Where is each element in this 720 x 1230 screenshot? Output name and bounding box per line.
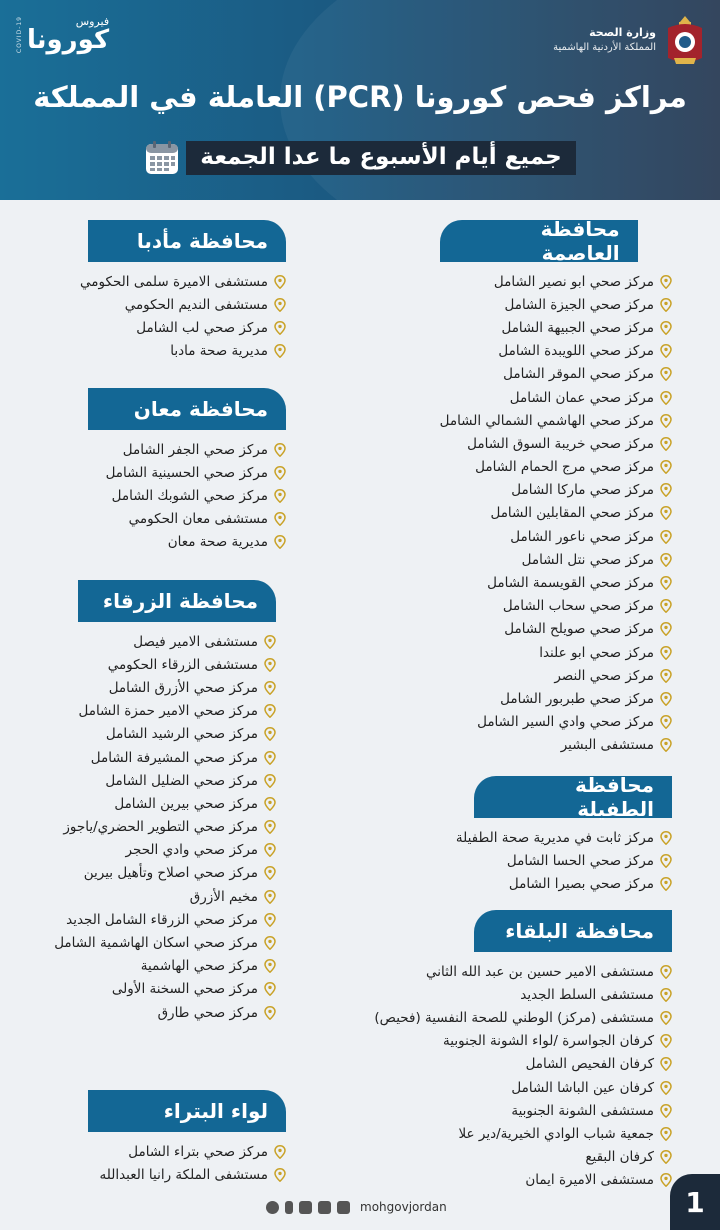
center-name: مستشفى الاميرة ايمان xyxy=(525,1172,654,1189)
location-pin-icon xyxy=(274,443,286,457)
list-item xyxy=(54,908,276,931)
center-name: مستشفى الامير حسين بن عبد الله الثاني xyxy=(425,963,654,980)
center-name: مركز صحي بتراء الشامل xyxy=(128,1143,268,1160)
location-pin-icon xyxy=(660,275,672,289)
center-name: مركز صحي الشوبك الشامل xyxy=(111,487,268,504)
center-name: مركز صحي وادي السير الشامل xyxy=(477,714,654,731)
list-item xyxy=(440,641,672,664)
location-pin-icon xyxy=(660,854,672,868)
center-name: مركز صحي ناعور الشامل xyxy=(510,528,654,545)
list-item xyxy=(80,316,286,339)
center-name: مركز صحي بيرين الشامل xyxy=(114,795,258,812)
center-name: مركز صحي الزرقاء الشامل الجديد xyxy=(66,911,258,928)
location-pin-icon xyxy=(660,367,672,381)
location-pin-icon xyxy=(660,1127,672,1141)
list-item xyxy=(88,1163,286,1186)
center-name: مركز صحي ابو علندا xyxy=(539,644,654,661)
list-item xyxy=(440,548,672,571)
center-name: مركز ثابت في مديرية صحة الطفيلة xyxy=(455,829,654,846)
page-title: مراكز فحص كورونا (PCR) العاملة في المملكة xyxy=(33,80,687,114)
location-pin-icon xyxy=(660,622,672,636)
center-name: مركز صحي صويلح الشامل xyxy=(504,621,654,638)
list-item xyxy=(456,849,672,872)
center-name: مستشفى الملكة رانيا العبدالله xyxy=(99,1166,268,1183)
list-balqa xyxy=(374,960,672,1192)
location-pin-icon xyxy=(264,820,276,834)
center-name: مركز صحي مرج الحمام الشامل xyxy=(475,459,654,476)
list-item xyxy=(440,456,672,479)
location-pin-icon xyxy=(660,669,672,683)
list-item xyxy=(54,630,276,653)
twitter-icon[interactable] xyxy=(299,1201,312,1214)
section-header-capital: محافظة العاصمة xyxy=(440,220,638,262)
section-capital xyxy=(439,217,672,757)
list-item xyxy=(80,340,286,363)
location-pin-icon xyxy=(660,321,672,335)
location-pin-icon xyxy=(264,727,276,741)
jordan-emblem-icon xyxy=(664,14,706,66)
kingdom-name: المملكة الأردنية الهاشمية xyxy=(553,41,656,53)
center-name: مركز صحي الجبيهة الشامل xyxy=(501,319,654,336)
location-pin-icon xyxy=(264,866,276,880)
location-pin-icon xyxy=(660,483,672,497)
list-item xyxy=(54,746,276,769)
location-pin-icon xyxy=(660,1104,672,1118)
center-name: مستشفى السلط الجديد xyxy=(520,986,654,1003)
center-name: كرفان البقيع xyxy=(585,1149,654,1166)
footer xyxy=(0,1192,720,1230)
location-pin-icon xyxy=(264,751,276,765)
location-pin-icon xyxy=(660,965,672,979)
location-pin-icon xyxy=(660,988,672,1002)
center-name: مركز صحي الجفر الشامل xyxy=(122,441,268,458)
center-name: مركز صحي الرشيد الشامل xyxy=(105,726,258,743)
center-name: جمعية شباب الوادي الخيرية/دير علا xyxy=(458,1125,654,1142)
list-item xyxy=(374,1076,672,1099)
location-pin-icon xyxy=(274,489,286,503)
brand-vertical-text: COVID-19 xyxy=(16,16,23,54)
location-pin-icon xyxy=(660,1173,672,1187)
list-item xyxy=(88,1140,286,1163)
location-pin-icon xyxy=(660,576,672,590)
location-pin-icon xyxy=(264,635,276,649)
location-pin-icon xyxy=(660,344,672,358)
center-name: مركز صحي التطوير الحضري/ياجوز xyxy=(63,819,258,836)
center-name: مركز صحي ابو نصير الشامل xyxy=(493,273,654,290)
center-name: مديرية صحة معان xyxy=(167,534,268,551)
center-name: كرفان الفحيص الشامل xyxy=(525,1056,654,1073)
list-item xyxy=(54,839,276,862)
center-name: مستشفى الشونة الجنوبية xyxy=(511,1102,654,1119)
location-pin-icon xyxy=(660,1057,672,1071)
list-item xyxy=(374,1030,672,1053)
center-name: مركز صحي الموقر الشامل xyxy=(503,366,654,383)
section-maan xyxy=(88,388,286,554)
list-zarqa xyxy=(54,630,276,1024)
center-name: مستشفى الاميرة سلمى الحكومي xyxy=(80,273,268,290)
list-item xyxy=(456,826,672,849)
location-pin-icon xyxy=(660,715,672,729)
list-petra xyxy=(88,1140,286,1186)
location-pin-icon xyxy=(264,843,276,857)
location-pin-icon xyxy=(660,738,672,752)
center-name: مركز صحي الامير حمزة الشامل xyxy=(78,703,258,720)
center-name: مركز صحي النصر xyxy=(554,667,654,684)
list-item xyxy=(54,955,276,978)
brand-big-text: كورونا xyxy=(27,25,110,56)
list-capital xyxy=(440,270,672,757)
center-name: مركز صحي المقابلين الشامل xyxy=(490,505,654,522)
location-pin-icon xyxy=(660,1150,672,1164)
list-item xyxy=(88,438,286,461)
center-name: مركز صحي الأزرق الشامل xyxy=(108,679,258,696)
list-item xyxy=(54,723,276,746)
center-name: مركز صحي اللويبدة الشامل xyxy=(498,343,654,360)
section-header-madaba: محافظة مأدبا xyxy=(88,220,286,262)
calendar-icon xyxy=(144,140,180,176)
section-header-petra: لواء البتراء xyxy=(88,1090,286,1132)
list-item xyxy=(440,432,672,455)
location-pin-icon xyxy=(264,704,276,718)
center-name: كرفان الجواسرة /لواء الشونة الجنوبية xyxy=(443,1033,654,1050)
center-name: مركز صحي اسكان الهاشمية الشامل xyxy=(54,935,258,952)
list-item xyxy=(440,340,672,363)
location-pin-icon xyxy=(274,1145,286,1159)
center-name: مركز صحي عمان الشامل xyxy=(509,389,654,406)
center-name: مركز صحي سحاب الشامل xyxy=(502,598,654,615)
list-item xyxy=(54,653,276,676)
list-item xyxy=(374,1099,672,1122)
center-name: مستشفى البشير xyxy=(560,737,654,754)
page-number: 1 xyxy=(670,1174,720,1230)
list-item xyxy=(54,978,276,1001)
location-pin-icon xyxy=(660,1034,672,1048)
location-pin-icon xyxy=(264,658,276,672)
center-name: مركز صحي القويسمة الشامل xyxy=(487,575,654,592)
list-item xyxy=(440,595,672,618)
list-tafila xyxy=(456,826,672,896)
location-pin-icon xyxy=(660,877,672,891)
list-item xyxy=(374,1006,672,1029)
instagram-icon[interactable] xyxy=(318,1201,331,1214)
list-item xyxy=(440,293,672,316)
list-item xyxy=(440,734,672,757)
list-item xyxy=(440,363,672,386)
list-item xyxy=(456,872,672,895)
location-pin-icon xyxy=(660,460,672,474)
center-name: مركز صحي الهاشمي الشمالي الشامل xyxy=(439,412,654,429)
section-balqa xyxy=(374,910,672,1192)
section-petra xyxy=(88,1090,286,1186)
list-item xyxy=(88,531,286,554)
location-pin-icon xyxy=(660,530,672,544)
center-name: مركز صحي الحسا الشامل xyxy=(506,852,654,869)
subtitle-row xyxy=(0,140,720,176)
list-item xyxy=(54,769,276,792)
list-item xyxy=(374,983,672,1006)
location-pin-icon xyxy=(264,959,276,973)
center-name: مركز صحي طبربور الشامل xyxy=(500,690,654,707)
location-pin-icon xyxy=(274,321,286,335)
location-pin-icon xyxy=(660,1011,672,1025)
section-header-zarqa: محافظة الزرقاء xyxy=(78,580,276,622)
center-name: مركز صحي المشيرفة الشامل xyxy=(90,749,258,766)
location-pin-icon xyxy=(264,982,276,996)
location-pin-icon xyxy=(660,1081,672,1095)
list-item xyxy=(440,687,672,710)
list-item xyxy=(88,484,286,507)
location-pin-icon xyxy=(660,414,672,428)
location-pin-icon xyxy=(274,275,286,289)
ministry-name: وزارة الصحة xyxy=(589,25,656,39)
list-item xyxy=(88,461,286,484)
section-header-tafila: محافظة الطفيلة xyxy=(474,776,672,818)
center-name: مركز صحي الهاشمية xyxy=(140,958,258,975)
ministry-logo-block xyxy=(553,14,706,66)
center-name: مركز صحي ماركا الشامل xyxy=(511,482,654,499)
list-item xyxy=(440,316,672,339)
location-pin-icon xyxy=(274,298,286,312)
list-item xyxy=(374,960,672,983)
center-name: مديرية صحة مادبا xyxy=(170,343,268,360)
location-pin-icon xyxy=(660,437,672,451)
section-header-balqa: محافظة البلقاء xyxy=(474,910,672,952)
list-maan xyxy=(88,438,286,554)
center-name: مركز صحي الحسينية الشامل xyxy=(105,464,268,481)
brand-small-text: فيروس xyxy=(75,15,110,29)
location-pin-icon xyxy=(660,298,672,312)
location-pin-icon xyxy=(660,831,672,845)
section-madaba xyxy=(80,220,286,363)
list-item xyxy=(440,409,672,432)
list-item xyxy=(54,1001,276,1024)
center-name: مركز صحي الجيزة الشامل xyxy=(504,296,654,313)
location-pin-icon xyxy=(264,797,276,811)
social-links xyxy=(266,1200,447,1214)
list-item xyxy=(440,270,672,293)
section-tafila xyxy=(455,773,672,896)
location-pin-icon xyxy=(274,535,286,549)
list-item xyxy=(80,270,286,293)
list-item xyxy=(440,571,672,594)
list-item xyxy=(88,508,286,531)
center-name: مركز صحي الضليل الشامل xyxy=(105,772,258,789)
list-item xyxy=(374,1122,672,1145)
list-item xyxy=(440,618,672,641)
center-name: مستشفى معان الحكومي xyxy=(128,511,268,528)
list-item xyxy=(440,386,672,409)
center-name: مركز صحي لب الشامل xyxy=(136,319,268,336)
list-item xyxy=(54,816,276,839)
list-item xyxy=(374,1146,672,1169)
corona-brand-logo xyxy=(16,15,110,56)
location-pin-icon xyxy=(264,774,276,788)
list-item xyxy=(374,1053,672,1076)
list-item xyxy=(80,293,286,316)
section-zarqa xyxy=(54,580,276,1024)
list-item xyxy=(54,931,276,954)
center-name: كرفان عين الباشا الشامل xyxy=(511,1079,654,1096)
location-pin-icon xyxy=(660,692,672,706)
social-handle[interactable]: mohgovjordan xyxy=(360,1200,447,1214)
center-name: مركز صحي وادي الحجر xyxy=(125,842,258,859)
center-name: مركز صحي بصيرا الشامل xyxy=(508,875,654,892)
location-pin-icon xyxy=(660,553,672,567)
location-pin-icon xyxy=(264,936,276,950)
location-pin-icon xyxy=(264,1006,276,1020)
location-pin-icon xyxy=(274,512,286,526)
location-pin-icon xyxy=(274,466,286,480)
list-item xyxy=(54,862,276,885)
location-pin-icon xyxy=(660,646,672,660)
header-banner xyxy=(0,0,720,200)
location-pin-icon xyxy=(264,890,276,904)
location-pin-icon xyxy=(660,391,672,405)
center-name: مخيم الأزرق xyxy=(189,888,258,905)
center-name: مستشفى النديم الحكومي xyxy=(124,296,268,313)
center-name: مركز صحي خريبة السوق الشامل xyxy=(467,435,654,452)
list-item xyxy=(54,700,276,723)
location-pin-icon xyxy=(274,344,286,358)
location-pin-icon xyxy=(660,506,672,520)
center-name: مستشفى الزرقاء الحكومي xyxy=(107,656,258,673)
location-pin-icon xyxy=(264,681,276,695)
list-item xyxy=(440,711,672,734)
list-item xyxy=(54,792,276,815)
page-subtitle: جميع أيام الأسبوع ما عدا الجمعة xyxy=(186,141,576,175)
center-name: مركز صحي السخنة الأولى xyxy=(111,981,258,998)
list-item xyxy=(54,676,276,699)
center-name: مستشفى (مركز) الوطني للصحة النفسية (فحيص) xyxy=(374,1009,654,1026)
telegram-icon[interactable] xyxy=(337,1201,350,1214)
location-pin-icon xyxy=(274,1168,286,1182)
list-item xyxy=(54,885,276,908)
location-pin-icon xyxy=(264,913,276,927)
list-item xyxy=(440,479,672,502)
list-item xyxy=(440,664,672,687)
list-item xyxy=(440,502,672,525)
list-item xyxy=(440,525,672,548)
center-name: مستشفى الامير فيصل xyxy=(133,633,258,650)
center-name: مركز صحي طارق xyxy=(157,1004,258,1021)
location-pin-icon xyxy=(660,599,672,613)
facebook-icon[interactable] xyxy=(285,1201,293,1214)
section-header-maan: محافظة معان xyxy=(88,388,286,430)
center-name: مركز صحي نتل الشامل xyxy=(521,551,654,568)
list-madaba xyxy=(80,270,286,363)
center-name: مركز صحي اصلاح وتأهيل بيرين xyxy=(83,865,258,882)
list-item xyxy=(374,1169,672,1192)
web-icon[interactable] xyxy=(266,1201,279,1214)
